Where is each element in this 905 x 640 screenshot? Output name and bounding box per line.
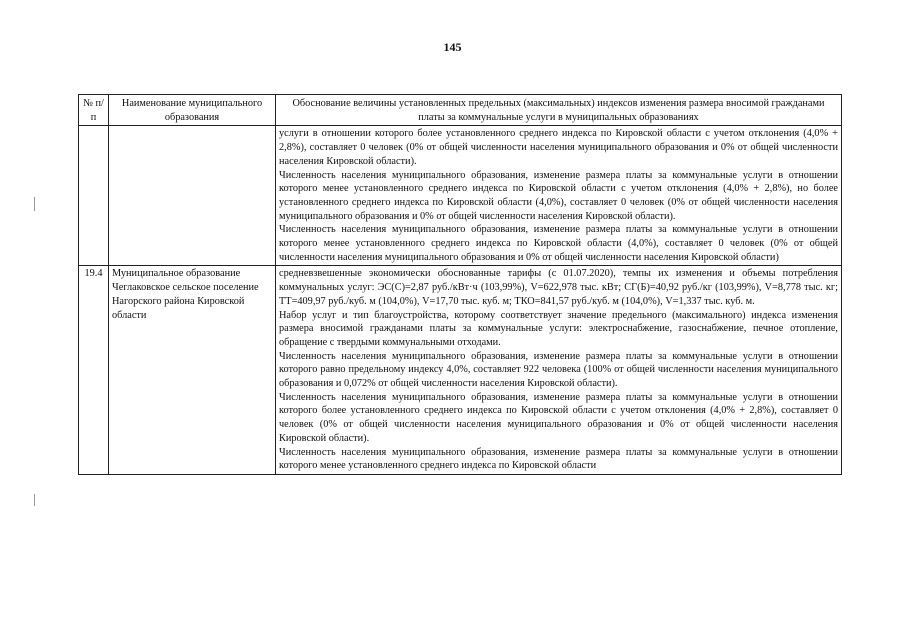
paragraph: Набор услуг и тип благоустройства, которому соответствует значение предельного (максимального) индекса изменения размера вносимой гражданами платы за коммунальные услуги: электроснабжение, газоснабжение, печное отопление, обращение с твердыми коммунальными отходами.: [279, 309, 838, 348]
row-number: 19.4: [79, 266, 109, 475]
row-number: [79, 126, 109, 266]
municipality-name: [109, 126, 276, 266]
table-row: [79, 266, 842, 475]
page-number: 145: [443, 40, 462, 54]
paragraph: Численность населения муниципального образования, изменение размера платы за коммунальные услуги в отношении которого равно предельному индексу 4,0%, составляет 922 человека (100% от общей численности населения муниципального образования и 0,072% от общей численности населения Кировской области).: [279, 350, 838, 390]
justification-table: [78, 94, 842, 475]
paragraph: Численность населения муниципального образования, изменение размера платы за коммунальные услуги в отношении которого менее установленного среднего индекса по Кировской области (4,0%), составляет 0 человек (0% от общей численности населения муниципального образования и 0% от общей численности населения Кировской области): [279, 224, 838, 263]
table-header-row: [79, 95, 842, 126]
scan-margin-mark: [34, 494, 35, 506]
header-number: № п/п: [79, 95, 109, 126]
justification-text: [276, 266, 842, 475]
header-justification: Обоснование величины установленных предельных (максимальных) индексов изменения размера вносимой гражданами платы за коммунальные услуги в муниципальных образованиях: [276, 95, 842, 126]
scan-margin-mark: [34, 197, 35, 211]
municipality-name: Муниципальное образование Чеглаковское сельское поселение Нагорского района Кировской области: [109, 266, 276, 475]
header-municipality-name: Наименование муниципального образования: [109, 95, 276, 126]
paragraph: Численность населения муниципального образования, изменение размера платы за коммунальные услуги в отношении которого более установленного среднего индекса по Кировской области с учетом отклонения (4,0% + 2,8%), составляет 0 человек (0% от общей численности населения муниципального образования и 0% от общей численности населения Кировской области).: [279, 391, 838, 444]
justification-text: [276, 126, 842, 266]
table-row: [79, 126, 842, 266]
paragraph: Численность населения муниципального образования, изменение размера платы за коммунальные услуги в отношении которого менее установленного среднего индекса по Кировской области с учетом отклонения (4,0% + 2,8%), но более установленного среднего индекса по Кировской области (4,0%), составляет 0 человек (0% от общей численности населения муниципального образования и 0% от общей численности населения Кировской области).: [279, 169, 838, 222]
paragraph: средневзвешенные экономически обоснованные тарифы (с 01.07.2020), темпы их изменения и объемы потребления коммунальных услуг: ЭС(С)=2,87 руб./кВт·ч (103,99%), V=622,978 тыс. кВт; СГ(Б)=40,92 руб./кг (103,99%), V=8,778 тыс. кг; ТТ=409,97 руб./куб. м (104,0%), V=17,70 тыс. куб. м; ТКО=841,57 руб./куб. м (104,0%), V=1,337 тыс. куб. м.: [279, 268, 838, 307]
paragraph: Численность населения муниципального образования, изменение размера платы за коммунальные услуги в отношении которого менее установленного среднего индекса по Кировской области: [279, 446, 838, 472]
paragraph: услуги в отношении которого более установленного среднего индекса по Кировской области с учетом отклонения (4,0% + 2,8%), составляет 0 человек (0% от общей численности населения муниципального образования и 0% от общей численности населения Кировской области).: [279, 128, 838, 167]
